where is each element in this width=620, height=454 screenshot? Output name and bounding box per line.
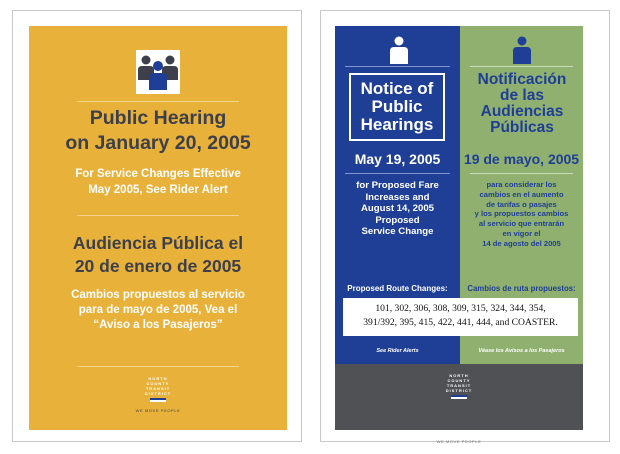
title-line: Public: [371, 97, 423, 116]
nctd-logo: [434, 373, 484, 399]
divider: [77, 215, 239, 216]
title-line: Hearings: [360, 115, 434, 134]
logo-mark-icon: [150, 398, 166, 402]
divider: [345, 173, 450, 174]
description-line: Proposed: [375, 214, 420, 226]
subtitle: [29, 166, 287, 198]
divider: [77, 101, 239, 102]
logo-text: TRANSIT: [446, 383, 472, 388]
description-line: Increases and: [365, 191, 430, 203]
spanish-title: [461, 72, 583, 136]
description-line: para considerar los: [486, 180, 557, 189]
person-icon: [512, 36, 532, 64]
divider: [345, 66, 450, 67]
route-list-box: [343, 298, 578, 336]
description-line: al servicio que entrarán: [478, 219, 565, 229]
page-title: [29, 106, 287, 156]
spanish-date: 19 de mayo, 2005: [463, 151, 580, 167]
logo-mark-icon: [451, 395, 467, 399]
tagline: WE MOVE PEOPLE: [436, 439, 482, 444]
title-line: Audiencia Pública el: [72, 233, 244, 253]
english-date: May 19, 2005: [354, 151, 441, 167]
divider: [77, 366, 239, 367]
logo-text: NORTH: [449, 373, 469, 378]
logo-text: COUNTY: [447, 378, 471, 383]
title-line: Públicas: [490, 119, 554, 136]
english-routes-label: Proposed Route Changes:: [347, 284, 448, 293]
title-line: Notice of: [360, 79, 434, 98]
logo-text: DISTRICT: [445, 388, 473, 393]
description-line: en vigor el: [502, 228, 541, 238]
subtitle-line: For Service Changes Effective: [75, 168, 241, 180]
route-list-line: 391/392, 395, 415, 422, 441, 444, and COASTER.: [363, 317, 558, 328]
spanish-title: [29, 232, 287, 278]
description-line: y los propuestos cambios: [474, 209, 569, 219]
logo-text: COUNTY: [146, 381, 170, 386]
description-line: cambios en el aumento: [479, 189, 564, 199]
title-line: Audiencias: [480, 103, 564, 120]
divider: [470, 66, 573, 67]
description-line: for Proposed Fare: [356, 180, 439, 191]
route-list-line: 101, 302, 306, 308, 309, 315, 324, 344, 354,: [375, 303, 546, 314]
description-line: de tarifas o pasajes: [486, 199, 557, 209]
english-description: [335, 180, 460, 238]
people-group-icon: [136, 50, 180, 94]
logo-text: TRANSIT: [145, 386, 171, 391]
left-poster-panel: [29, 26, 287, 430]
poster-public-hearing-january: [12, 10, 302, 442]
title-line: 20 de enero de 2005: [74, 256, 242, 276]
title-line: Notificación: [477, 71, 567, 88]
subtitle-line: Cambios propuestos al servicio: [71, 289, 245, 301]
spanish-subtitle: [29, 288, 287, 333]
description-line: August 14, 2005: [360, 203, 435, 214]
english-title-box: [349, 73, 445, 141]
title-line: de las: [500, 87, 544, 104]
poster-notice-of-public-hearings: [320, 10, 610, 442]
title-line: on January 20, 2005: [65, 132, 251, 154]
subtitle-line: May 2005, See Rider Alert: [88, 184, 228, 196]
english-alert: See Rider Alerts: [376, 348, 419, 354]
person-icon: [389, 36, 409, 64]
spanish-alert: Véase los Avisos a los Pasajeros: [478, 348, 565, 354]
description-line: 14 de agosto del 2005: [482, 238, 561, 248]
tagline: WE MOVE PEOPLE: [135, 408, 181, 413]
spanish-description: [460, 180, 583, 249]
divider: [470, 173, 573, 174]
subtitle-line: “Aviso a los Pasajeros”: [93, 319, 223, 331]
description-line: Service Change: [361, 226, 434, 237]
nctd-logo: [133, 376, 183, 413]
subtitle-line: para de mayo de 2005, Vea el: [78, 304, 238, 316]
logo-text: NORTH: [148, 376, 168, 381]
logo-text: DISTRICT: [144, 391, 172, 396]
title-line: Public Hearing: [89, 107, 227, 129]
spanish-routes-label: Cambios de ruta propuestos:: [467, 284, 576, 293]
